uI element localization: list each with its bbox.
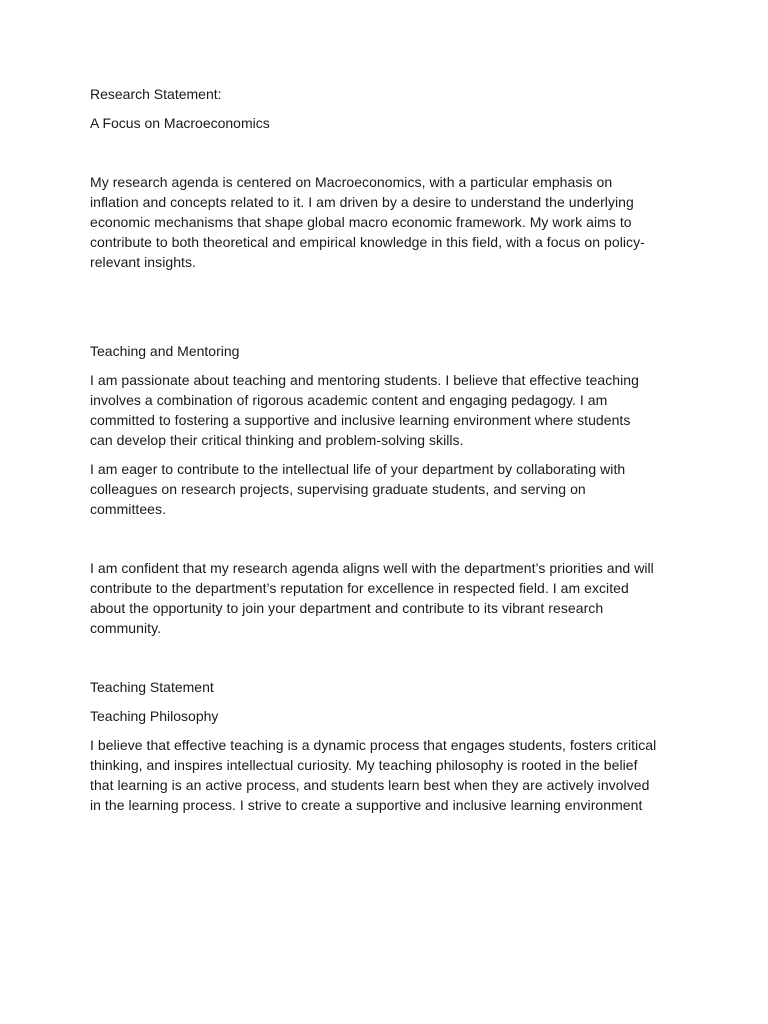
philosophy-line: in the learning process. I strive to create a supportive and inclusive learning environment bbox=[90, 797, 643, 813]
research-line: relevant insights. bbox=[90, 254, 196, 270]
confident-line: contribute to the department’s reputation for excellence in respected field. I am excited bbox=[90, 580, 629, 596]
philosophy-line: thinking, and inspires intellectual curiosity. My teaching philosophy is rooted in the belief bbox=[90, 757, 638, 773]
philosophy-paragraph bbox=[90, 735, 680, 815]
research-paragraph bbox=[90, 172, 680, 272]
teaching-line: committees. bbox=[90, 501, 167, 517]
philosophy-line: that learning is an active process, and students learn best when they are actively involved bbox=[90, 777, 650, 793]
teaching-line: colleagues on research projects, supervising graduate students, and serving on bbox=[90, 481, 586, 497]
research-statement-title: Research Statement: bbox=[90, 86, 222, 102]
research-line: My research agenda is centered on Macroeconomics, with a particular emphasis on bbox=[90, 174, 613, 190]
teaching-line: I am eager to contribute to the intellectual life of your department by collaborating with bbox=[90, 461, 626, 477]
teaching-mentoring-heading: Teaching and Mentoring bbox=[90, 343, 240, 359]
research-line: contribute to both theoretical and empirical knowledge in this field, with a focus on policy- bbox=[90, 234, 645, 250]
research-line: inflation and concepts related to it. I am driven by a desire to understand the underlying bbox=[90, 194, 634, 210]
teaching-line: can develop their critical thinking and problem-solving skills. bbox=[90, 432, 464, 448]
teaching-paragraph-2 bbox=[90, 459, 680, 519]
research-statement-subtitle: A Focus on Macroeconomics bbox=[90, 115, 270, 131]
document-page bbox=[90, 84, 680, 815]
teaching-line: I am passionate about teaching and mentoring students. I believe that effective teaching bbox=[90, 372, 639, 388]
research-line: economic mechanisms that shape global macro economic framework. My work aims to bbox=[90, 214, 632, 230]
philosophy-line: I believe that effective teaching is a dynamic process that engages students, fosters critical bbox=[90, 737, 657, 753]
confident-line: community. bbox=[90, 620, 162, 636]
confident-line: about the opportunity to join your department and contribute to its vibrant research bbox=[90, 600, 604, 616]
teaching-paragraph-1 bbox=[90, 370, 680, 450]
teaching-statement-heading: Teaching Statement bbox=[90, 679, 214, 695]
teaching-philosophy-heading: Teaching Philosophy bbox=[90, 708, 219, 724]
confident-line: I am confident that my research agenda aligns well with the department’s priorities and will bbox=[90, 560, 654, 576]
teaching-line: involves a combination of rigorous academic content and engaging pedagogy. I am bbox=[90, 392, 608, 408]
teaching-line: committed to fostering a supportive and inclusive learning environment where students bbox=[90, 412, 631, 428]
confident-paragraph bbox=[90, 558, 680, 638]
